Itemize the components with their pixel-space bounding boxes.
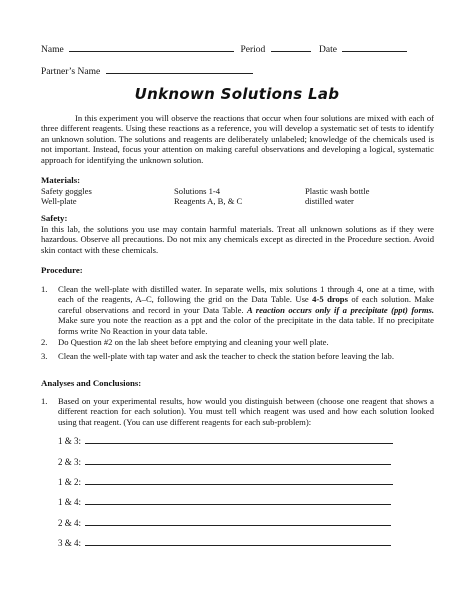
answer-line[interactable]	[85, 516, 391, 526]
step-number: 1.	[41, 284, 48, 294]
step-1-text-a: Clean the well-plate with distilled water. In separate wells, mix solutions 1 through 4, one at a time, with each of the reagents, A–C, following the grid on the Data Table. Use	[58, 284, 434, 305]
procedure-step-3: Clean the well-plate with tap water and ask the teacher to check the station before leaving the lab.	[58, 351, 394, 361]
procedure-step-1	[58, 284, 434, 336]
step-1-precipitate-note: A reaction occurs only if a precipitate (ppt) forms.	[247, 304, 434, 315]
materials-heading: Materials:	[41, 175, 81, 185]
date-label: Date	[319, 45, 337, 55]
answer-row	[58, 495, 391, 508]
date-field[interactable]	[342, 42, 407, 52]
answer-row	[58, 434, 393, 447]
material-item: Reagents A, B, & C	[174, 196, 243, 207]
material-item: Plastic wash bottle	[305, 186, 370, 196]
step-number: 2.	[41, 337, 48, 347]
material-item: distilled water	[305, 196, 354, 207]
answer-row	[58, 516, 391, 529]
question-1-text: Based on your experimental results, how would you distinguish between (choose one reagent that shows a different reaction for each solution). You must tell which reagent was used and how each solution looked using that reagent. (You can use different reagents for each sub-problem):	[58, 396, 434, 427]
pair-label: 1 & 2:	[58, 477, 82, 487]
pair-label: 2 & 3:	[58, 457, 82, 467]
name-field[interactable]	[69, 42, 234, 52]
answer-row	[58, 475, 393, 488]
name-label: Name	[41, 45, 64, 55]
step-number: 3.	[41, 351, 48, 361]
pair-label: 2 & 4:	[58, 518, 82, 528]
period-field[interactable]	[271, 42, 311, 52]
answer-line[interactable]	[85, 475, 393, 485]
pair-label: 1 & 4:	[58, 497, 82, 507]
material-item: Safety goggles	[41, 186, 92, 196]
answer-row	[58, 536, 391, 549]
answer-line[interactable]	[85, 536, 391, 546]
safety-paragraph: In this lab, the solutions you use may contain harmful materials. Treat all unknown solutions as if they were hazardous. Observe all precautions. Do not mix any chemicals except as directed in the Procedure section. Avoid skin contact with these chemicals.	[41, 224, 434, 255]
period-label: Period	[240, 45, 266, 55]
partner-row	[41, 64, 253, 78]
analysis-heading: Analyses and Conclusions:	[41, 378, 142, 388]
safety-heading: Safety:	[41, 213, 68, 223]
pair-label: 3 & 4:	[58, 538, 82, 548]
materials-col-1	[41, 186, 92, 207]
partner-name-field[interactable]	[106, 64, 253, 74]
name-row	[41, 42, 407, 56]
partner-label: Partner’s Name	[41, 67, 101, 77]
question-number: 1.	[41, 396, 48, 406]
page-title: Unknown Solutions Lab	[134, 85, 340, 103]
material-item: Well-plate	[41, 196, 77, 207]
procedure-heading: Procedure:	[41, 265, 83, 275]
answer-line[interactable]	[85, 434, 393, 444]
step-1-drops: 4-5 drops	[312, 294, 348, 305]
materials-col-3	[305, 186, 369, 207]
material-item: Solutions 1-4	[174, 186, 221, 196]
answer-line[interactable]	[85, 495, 391, 505]
answer-row	[58, 455, 391, 468]
procedure-step-2: Do Question #2 on the lab sheet before emptying and cleaning your well plate.	[58, 337, 329, 347]
materials-col-2	[174, 186, 242, 207]
answer-line[interactable]	[85, 455, 391, 465]
pair-label: 1 & 3:	[58, 436, 82, 446]
step-1-text-c: Make sure you note the reaction as a ppt and the color of the precipitate in the data table. If no precipitate forms write No Reaction in your data table.	[58, 315, 434, 336]
intro-paragraph: In this experiment you will observe the reactions that occur when four solutions are mixed with each of three different reagents. Using these reactions as a reference, you will develop a systematic set of tests to identify an unknown solution. The solutions and reagents are deliberately unlabeled; knowledge of the chemicals used is not important. Instead, focus your attention on making careful observations and developing a logical, systematic approach for identifying the unknown solution.	[41, 113, 434, 165]
step-1-text-b: of each solution. Make careful observations and record in your Data Table.	[58, 294, 434, 315]
